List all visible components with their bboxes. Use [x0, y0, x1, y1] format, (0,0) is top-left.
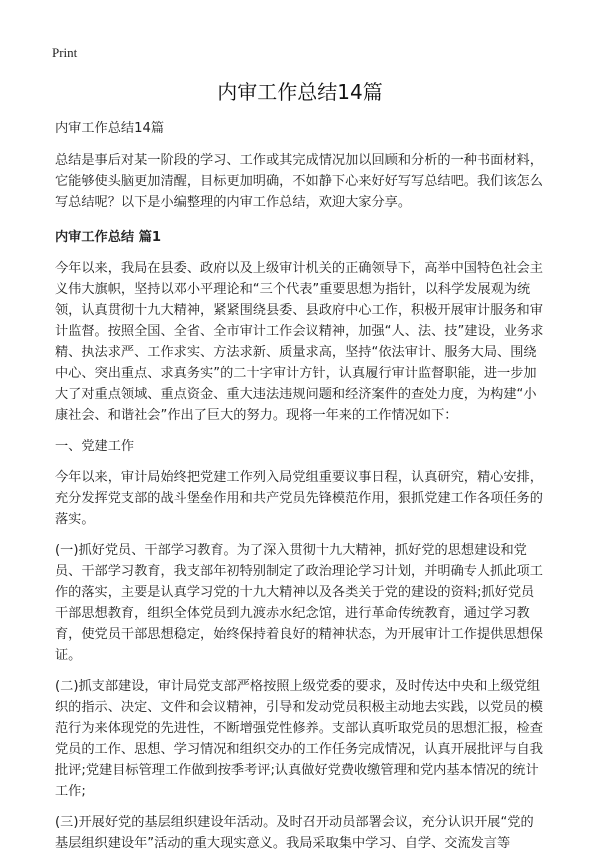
- body-paragraph: (二)抓支部建设，审计局党支部严格按照上级党委的要求，及时传达中央和上级党组织的指示、决定、文件和会议精神，引导和发动党员积极主动地去实践，以党员的模范行为来体现党的先进性，不断增强党性修养。支部认真听取党员的思想汇报，检查党员的工作、思想、学习情况和组织交办的工作任务完成情况，认真开展批评与自我批评;党建目标管理工作做到按季考评;认真做好党费收缴管理和党内基本情况的统计工作;: [55, 679, 543, 799]
- body-paragraph: 一、党建工作: [55, 439, 135, 454]
- body-paragraph: (一)抓好党员、干部学习教育。为了深入贯彻十九大精神，抓好党的思想建设和党员、干部学习教育，我支部年初特别制定了政治理论学习计划，并明确专人抓此项工作的落实，主要是认真学习党的十九大精神以及各类关于党的建设的资料;抓好党员干部思想教育，组织全体党员到九渡赤水纪念馆，进行革命传统教育，通过学习教育，使党员干部思想稳定，始终保持着良好的精神状态，为开展审计工作提供思想保证。: [55, 543, 543, 663]
- section-heading: 内审工作总结 篇1: [55, 230, 162, 245]
- page-title: 内审工作总结14篇: [217, 80, 383, 104]
- document-subtitle: 内审工作总结14篇: [55, 121, 165, 136]
- body-paragraph: 今年以来，审计局始终把党建工作列入局党组重要议事日程，认真研究，精心安排，充分发挥党支部的战斗堡垒作用和共产党员先锋模范作用，狠抓党建工作各项任务的落实。: [55, 470, 543, 527]
- body-paragraph: 今年以来，我局在县委、政府以及上级审计机关的正确领导下，高举中国特色社会主义伟大旗帜，坚持以邓小平理论和“三个代表”重要思想为指针，以科学发展观为统领，认真贯彻十九大精神，紧紧围绕县委、县政府中心工作，积极开展审计服务和审计监督。按照全国、全省、全市审计工作会议精神，加强“人、法、技”建设，业务求精、执法求严、工作求实、方法求新、质量求高，坚持“依法审计、服务大局、围绕中心、突出重点、求真务实”的二十字审计方针，认真履行审计监督职能，进一步加大了对重点领域、重点资金、重大违法违规问题和经济案件的查处力度，为构建“小康社会、和谐社会”作出了巨大的努力。现将一年来的工作情况如下：: [55, 261, 544, 423]
- document-body: [55, 118, 545, 864]
- intro-paragraph: 总结是事后对某一阶段的学习、工作或其完成情况加以回顾和分析的一种书面材料，它能够使头脑更加清醒，目标更加明确，不如静下心来好好写写总结吧。我们该怎么写总结呢？以下是小编整理的内审工作总结，欢迎大家分享。: [55, 153, 543, 210]
- body-paragraph: (三)开展好党的基层组织建设年活动。及时召开动员部署会议，充分认识开展“党的基层组织建设年”活动的重大现实意义。我局采取集中学习、自学、交流发言等: [55, 815, 534, 851]
- print-link[interactable]: Print: [52, 45, 78, 60]
